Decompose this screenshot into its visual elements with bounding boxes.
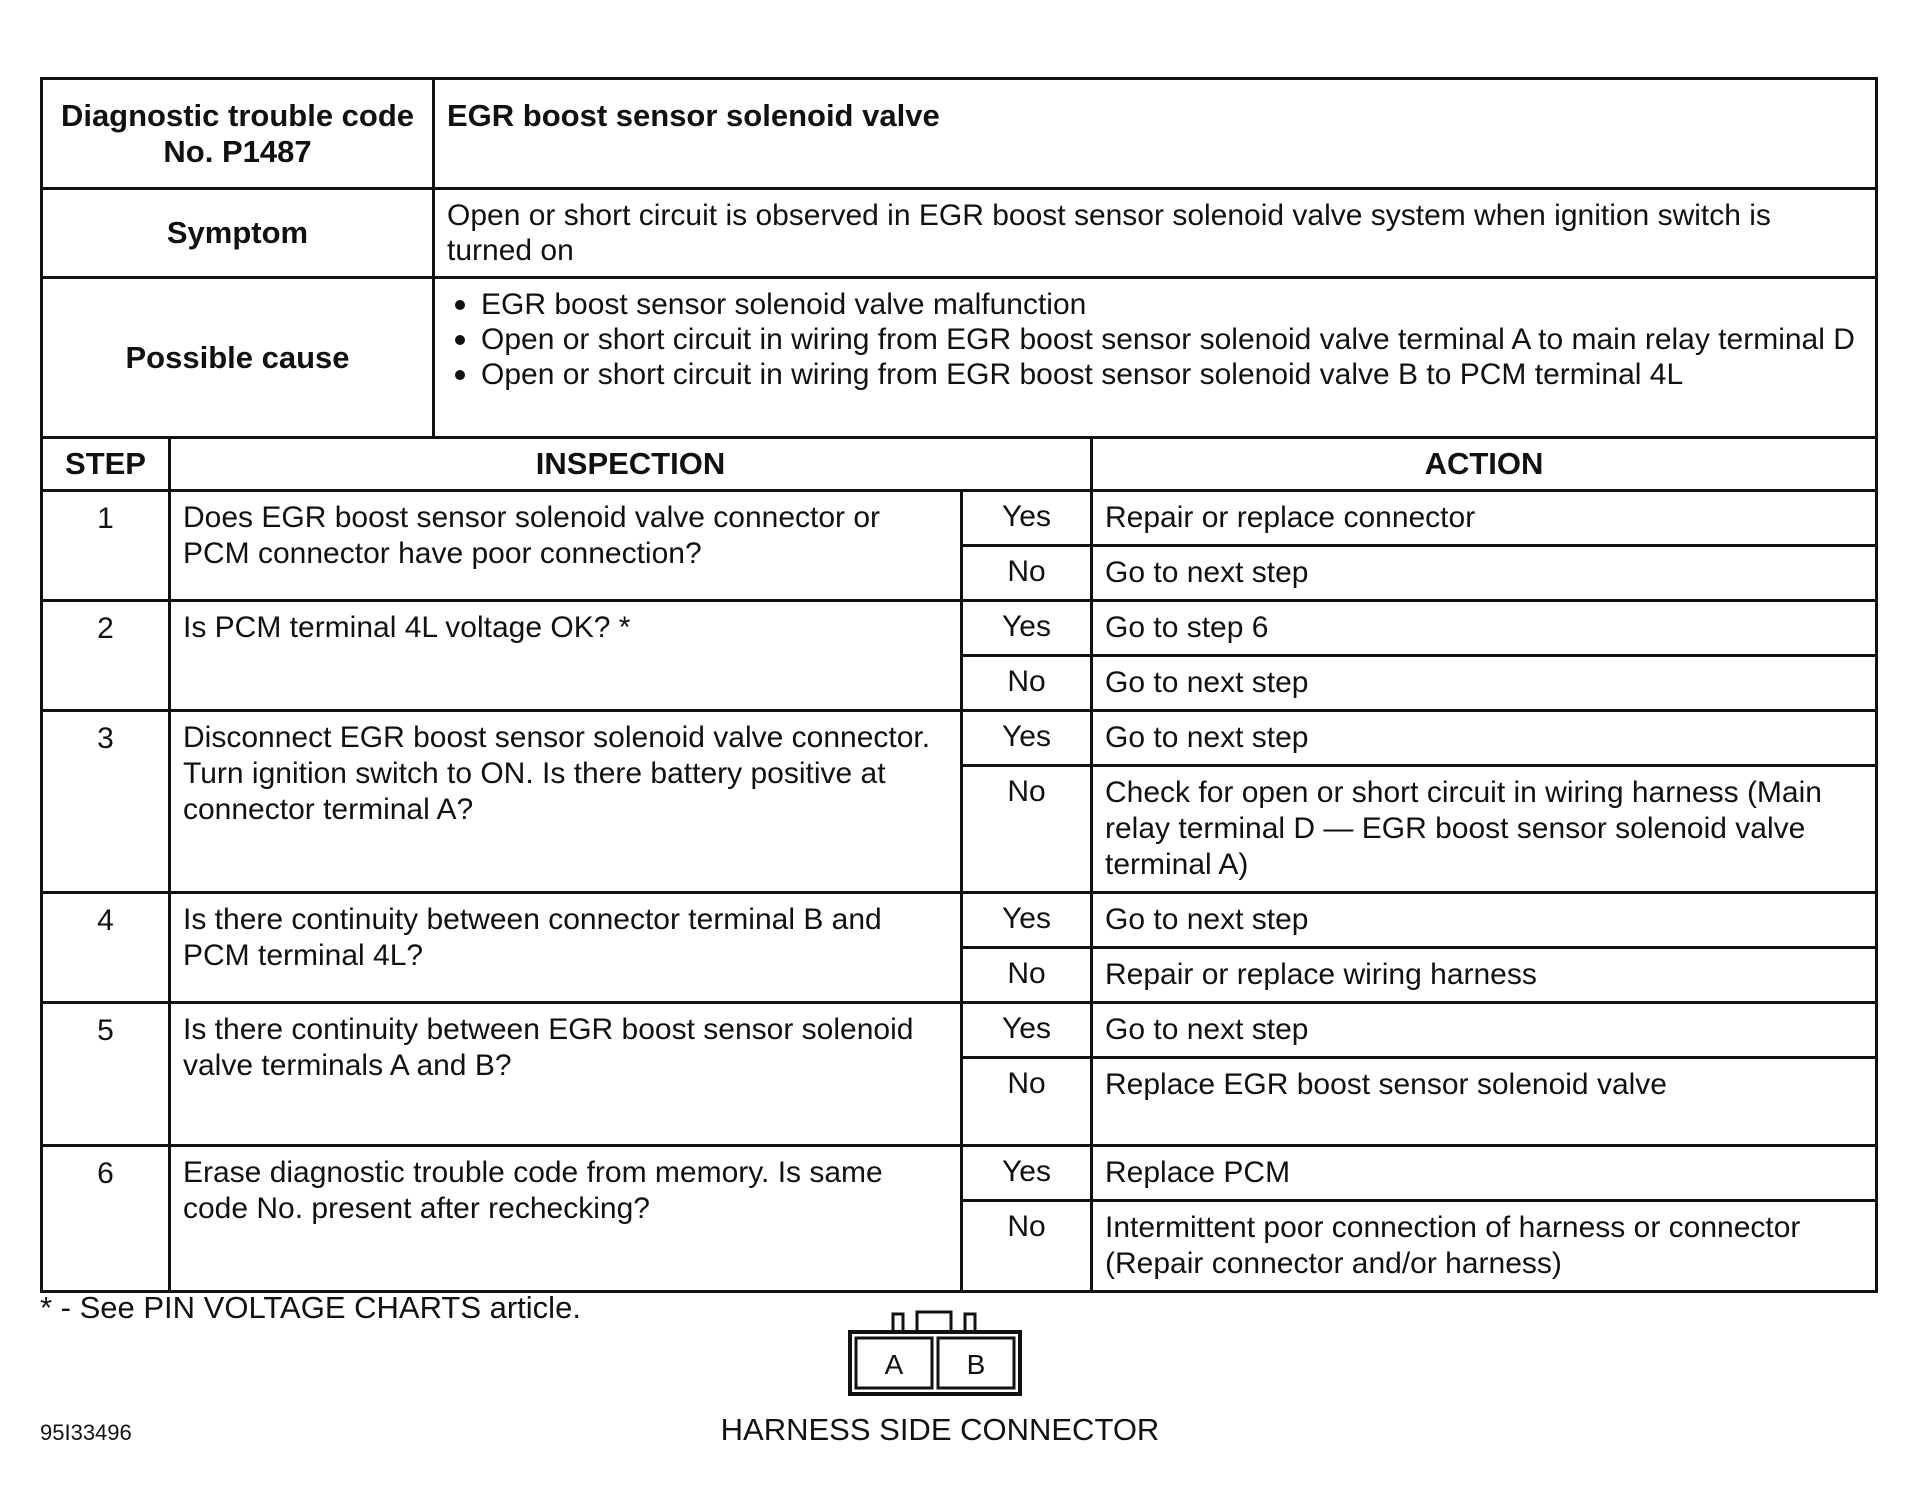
- step-column-header: STEP: [42, 438, 170, 491]
- step-inspection: Does EGR boost sensor solenoid valve connector or PCM connector have poor connection?: [170, 491, 962, 601]
- no-action: Replace EGR boost sensor solenoid valve: [1092, 1058, 1877, 1146]
- yes-label: Yes: [962, 1146, 1092, 1201]
- no-action: Go to next step: [1092, 656, 1877, 711]
- yes-label: Yes: [962, 1003, 1092, 1058]
- connector-body: [850, 1332, 1020, 1394]
- connector-caption: HARNESS SIDE CONNECTOR: [720, 1412, 1160, 1447]
- step-inspection: Is PCM terminal 4L voltage OK? *: [170, 601, 962, 711]
- yes-label: Yes: [962, 601, 1092, 656]
- harness-connector-diagram: [845, 1310, 1025, 1410]
- no-label: No: [962, 948, 1092, 1003]
- cause-list: [447, 287, 1863, 392]
- step-number: 2: [42, 601, 170, 711]
- yes-action: Go to next step: [1092, 1003, 1877, 1058]
- symptom-value: Open or short circuit is observed in EGR boost sensor solenoid valve system when ignition switch is turned on: [434, 189, 1877, 278]
- no-label: No: [962, 1058, 1092, 1146]
- no-action: Go to next step: [1092, 546, 1877, 601]
- cause-item: Open or short circuit in wiring from EGR boost sensor solenoid valve B to PCM terminal 4L: [447, 357, 1863, 392]
- step-number: 1: [42, 491, 170, 601]
- connector-latch: [893, 1312, 975, 1332]
- yes-label: Yes: [962, 711, 1092, 766]
- yes-action: Replace PCM: [1092, 1146, 1877, 1201]
- possible-cause-label: Possible cause: [42, 278, 434, 438]
- yes-label: Yes: [962, 491, 1092, 546]
- diagnostic-document: [40, 77, 1878, 1293]
- yes-action: Repair or replace connector: [1092, 491, 1877, 546]
- terminal-a-label: A: [884, 1349, 904, 1380]
- cause-item: Open or short circuit in wiring from EGR boost sensor solenoid valve terminal A to main relay terminal D: [447, 322, 1863, 357]
- yes-action: Go to next step: [1092, 893, 1877, 948]
- dtc-label: Diagnostic trouble code No. P1487: [42, 79, 434, 189]
- cause-item: EGR boost sensor solenoid valve malfunction: [447, 287, 1863, 322]
- possible-cause-value: [434, 278, 1877, 438]
- no-action: Repair or replace wiring harness: [1092, 948, 1877, 1003]
- step-number: 3: [42, 711, 170, 893]
- dtc-value: EGR boost sensor solenoid valve: [434, 79, 1877, 189]
- step-inspection: Is there continuity between EGR boost sensor solenoid valve terminals A and B?: [170, 1003, 962, 1146]
- step-number: 6: [42, 1146, 170, 1292]
- step-number: 4: [42, 893, 170, 1003]
- no-action: Intermittent poor connection of harness or connector (Repair connector and/or harness): [1092, 1201, 1877, 1292]
- footnote: * - See PIN VOLTAGE CHARTS article.: [40, 1290, 581, 1325]
- figure-id: 95I33496: [40, 1420, 132, 1445]
- step-number: 5: [42, 1003, 170, 1146]
- yes-action: Go to step 6: [1092, 601, 1877, 656]
- no-label: No: [962, 656, 1092, 711]
- symptom-label: Symptom: [42, 189, 434, 278]
- dtc-header-table: [40, 77, 1878, 439]
- yes-action: Go to next step: [1092, 711, 1877, 766]
- terminal-b-label: B: [966, 1349, 986, 1380]
- step-inspection: Erase diagnostic trouble code from memory. Is same code No. present after rechecking?: [170, 1146, 962, 1292]
- inspection-column-header: INSPECTION: [170, 438, 1092, 491]
- no-label: No: [962, 766, 1092, 893]
- step-inspection: Disconnect EGR boost sensor solenoid valve connector. Turn ignition switch to ON. Is there battery positive at connector terminal A?: [170, 711, 962, 893]
- no-label: No: [962, 1201, 1092, 1292]
- steps-table: [40, 436, 1878, 1293]
- no-label: No: [962, 546, 1092, 601]
- step-inspection: Is there continuity between connector terminal B and PCM terminal 4L?: [170, 893, 962, 1003]
- action-column-header: ACTION: [1092, 438, 1877, 491]
- no-action: Check for open or short circuit in wiring harness (Main relay terminal D — EGR boost sensor solenoid valve terminal A): [1092, 766, 1877, 893]
- yes-label: Yes: [962, 893, 1092, 948]
